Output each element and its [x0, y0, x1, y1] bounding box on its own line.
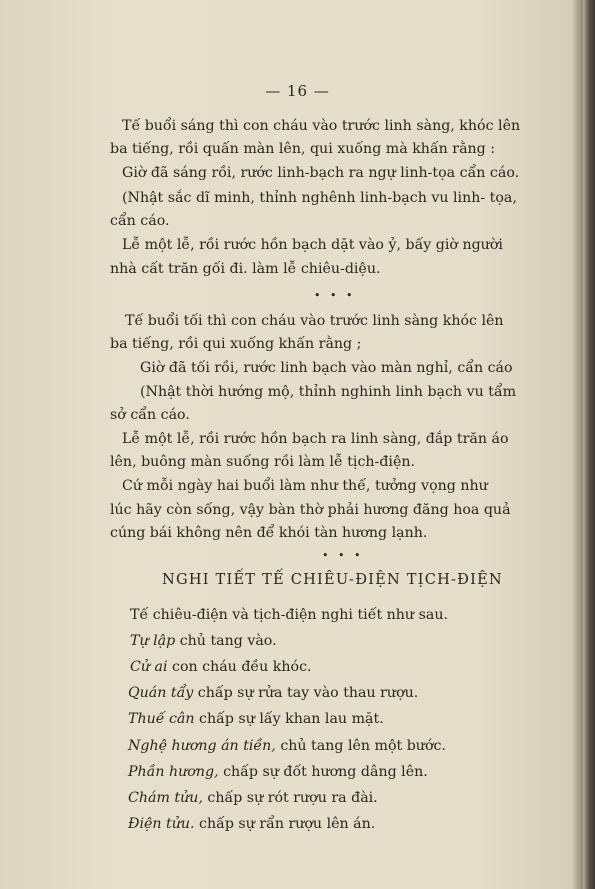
paragraph-line: (Nhật thời hướng mộ, thỉnh nghinh linh bạch vu tẩm: [140, 384, 517, 400]
paragraph-line: ba tiếng, rồi quấn màn lên, qui xuống mà khấn rằng :: [110, 141, 496, 157]
ritual-desc: chấp sự rót rượu ra đài.: [202, 790, 378, 806]
paragraph-line: ba tiếng, rồi qui xuống khấn rằng ;: [110, 336, 362, 352]
paragraph-line: Giờ đã sáng rồi, rước linh-bạch ra ngự linh-tọa cẩn cáo.: [122, 165, 520, 181]
ritual-step: [128, 763, 428, 781]
paragraph-line: Cứ mỗi ngày hai buổi làm như thế, tưởng vọng như: [122, 478, 488, 494]
ritual-term: Cử ai: [130, 659, 168, 675]
paragraph-line: (Nhật sắc dĩ minh, thỉnh nghênh linh-bạch vu linh- tọa,: [122, 190, 517, 206]
ritual-desc: chủ tang vào.: [175, 633, 277, 649]
paragraph-line: cẩn cáo.: [110, 213, 170, 229]
ritual-desc: chấp sự rẩn rượu lên án.: [194, 816, 376, 832]
paragraph-line: Giờ đã tối rồi, rước linh bạch vào màn nghỉ, cẩn cáo: [140, 360, 513, 376]
book-spine: [583, 0, 595, 889]
ritual-step: [128, 789, 378, 807]
ritual-term: Thuế cân: [128, 711, 195, 727]
ritual-step: [128, 684, 418, 702]
paragraph-line: Tế chiêu-điện và tịch-điện nghi tiết như sau.: [130, 607, 448, 623]
separator-dots: • • •: [322, 549, 364, 562]
paragraph-line: Lễ một lễ, rồi rước hồn bạch ra linh sàng, đắp trăn áo: [122, 431, 509, 447]
ritual-term: Điện tửu.: [128, 816, 195, 832]
paragraph-line: Tế buổi sáng thì con cháu vào trước linh sàng, khóc lên: [122, 118, 521, 134]
section-heading: NGHI TIẾT TẾ CHIÊU-ĐIỆN TỊCH-ĐIỆN: [162, 571, 503, 588]
ritual-step: [128, 815, 375, 833]
ritual-step: [128, 710, 384, 728]
ritual-term: Quán tẩy: [128, 685, 194, 701]
ritual-desc: chấp sự rửa tay vào thau rượu.: [193, 685, 419, 701]
ritual-step: [130, 632, 277, 650]
ritual-desc: con cháu đều khóc.: [167, 659, 312, 675]
separator-dots: • • •: [314, 289, 356, 302]
ritual-desc: chấp sự lấy khan lau mặt.: [194, 711, 384, 727]
ritual-term: Chám tửu,: [128, 790, 203, 806]
paragraph-line: lên, buông màn suống rồi làm lễ tịch-điện.: [110, 454, 415, 470]
paragraph-line: cúng bái không nên để khói tàn hương lạnh.: [110, 525, 428, 541]
paragraph-line: sở cẩn cáo.: [110, 407, 190, 423]
paragraph-line: Tế buổi tối thì con cháu vào trước linh sàng khóc lên: [125, 313, 504, 329]
ritual-term: Nghệ hương án tiền,: [128, 738, 276, 754]
page-number: — 16 —: [265, 82, 330, 100]
paragraph-line: nhà cất trăn gối đi. làm lễ chiêu-diệu.: [110, 261, 381, 277]
ritual-step: [130, 658, 312, 676]
ritual-desc: chấp sự đốt hương dâng lên.: [218, 764, 428, 780]
paragraph-line: Lễ một lễ, rồi rước hồn bạch dặt vào ỷ, bấy giờ người: [122, 237, 503, 253]
ritual-step: [128, 737, 446, 755]
ritual-term: Tự lập: [130, 633, 176, 649]
ritual-desc: chủ tang lên một bước.: [275, 738, 446, 754]
ritual-term: Phần hương,: [128, 764, 219, 780]
paragraph-line: lúc hãy còn sống, vậy bàn thờ phải hương đăng hoa quả: [110, 502, 511, 518]
